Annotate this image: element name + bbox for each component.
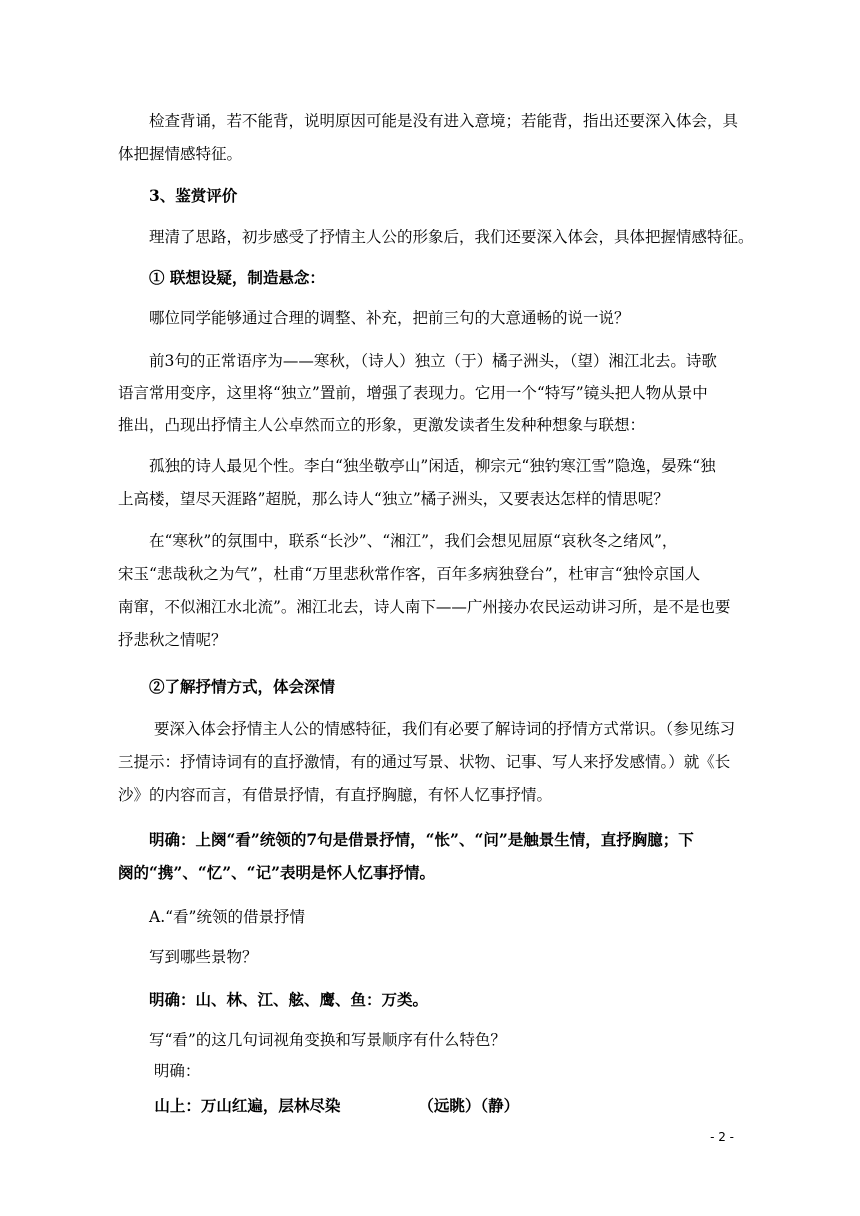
paragraph: 在“寒秋”的氛围中，联系“长沙”、“湘江”，我们会想见屈原“哀秋冬之绪风”， <box>118 532 678 550</box>
paragraph: 沙》的内容而言，有借景抒情，有直抒胸臆，有怀人忆事抒情。 <box>118 786 553 804</box>
paragraph: 写到哪些景物？ <box>118 948 258 966</box>
paragraph-bold: 明确：上阕“看”统领的7句是借景抒情，“怅”、“问”是触景生情，直抒胸臆；下 <box>118 830 694 849</box>
paragraph: 南窜，不似湘江水北流”。湘江北去，诗人南下——广州接办农民运动讲习所，是不是也要 <box>118 598 731 616</box>
paragraph: 前3句的正常语序为——寒秋，（诗人）独立（于）橘子洲头，（望）湘江北去。诗歌 <box>118 352 717 370</box>
subheading: ① 联想设疑，制造悬念： <box>118 268 325 287</box>
paragraph: 写“看”的这几句词视角变换和写景顺序有什么特色？ <box>118 1031 506 1049</box>
paragraph: 检查背诵，若不能背，说明原因可能是没有进入意境；若能背，指出还要深入体会，具 <box>118 112 739 130</box>
paragraph-bold: 阕的“携”、“忆”、“记”表明是怀人忆事抒情。 <box>118 863 435 882</box>
section-heading: 3、鉴赏评价 <box>118 186 238 205</box>
paragraph: 明确： <box>118 1062 201 1080</box>
paragraph: 上高楼，望尽天涯路”超脱，那么诗人“独立”橘子洲头，又要表达怎样的情思呢？ <box>118 490 669 508</box>
paragraph: 哪位同学能够通过合理的调整、补充，把前三句的大意通畅的说一说？ <box>118 309 630 327</box>
paragraph: 三提示：抒情诗词有的直抒激情，有的通过写景、状物、记事、写人来抒发感情。）就《长 <box>118 753 731 771</box>
paragraph: 语言常用变序，这里将“独立”置前，增强了表现力。它用一个“特写”镜头把人物从景中 <box>118 384 708 402</box>
paragraph: 孤独的诗人最见个性。李白“独坐敬亭山”闲适，柳宗元“独钓寒江雪”隐逸，晏殊“独 <box>118 457 716 475</box>
paragraph: 抒悲秋之情呢？ <box>118 631 227 649</box>
paragraph: 理清了思路，初步感受了抒情主人公的形象后，我们还要深入体会，具体把握情感特征。 <box>118 228 754 246</box>
paragraph-bold <box>118 1090 748 1121</box>
scene-annotation: （远眺）（静） <box>418 1096 520 1115</box>
scene-line: 山上：万山红遍，层林尽染 <box>118 1096 341 1115</box>
paragraph: A.“看”统领的借景抒情 <box>118 908 305 926</box>
paragraph: 宋玉“悲哉秋之为气”，杜甫“万里悲秋常作客，百年多病独登台”，杜审言“独怜京国人 <box>118 565 701 583</box>
paragraph: 体把握情感特征。 <box>118 145 243 163</box>
subheading: ②了解抒情方式，体会深情 <box>118 677 336 696</box>
paragraph-bold: 明确：山、林、江、舷、鹰、鱼：万类。 <box>118 990 429 1009</box>
page-number: - 2 - <box>710 1130 734 1144</box>
paragraph: 推出，凸现出抒情主人公卓然而立的形象，更激发读者生发种种想象与联想： <box>118 416 646 434</box>
paragraph: 要深入体会抒情主人公的情感特征，我们有必要了解诗词的抒情方式常识。（参见练习 <box>118 720 736 738</box>
